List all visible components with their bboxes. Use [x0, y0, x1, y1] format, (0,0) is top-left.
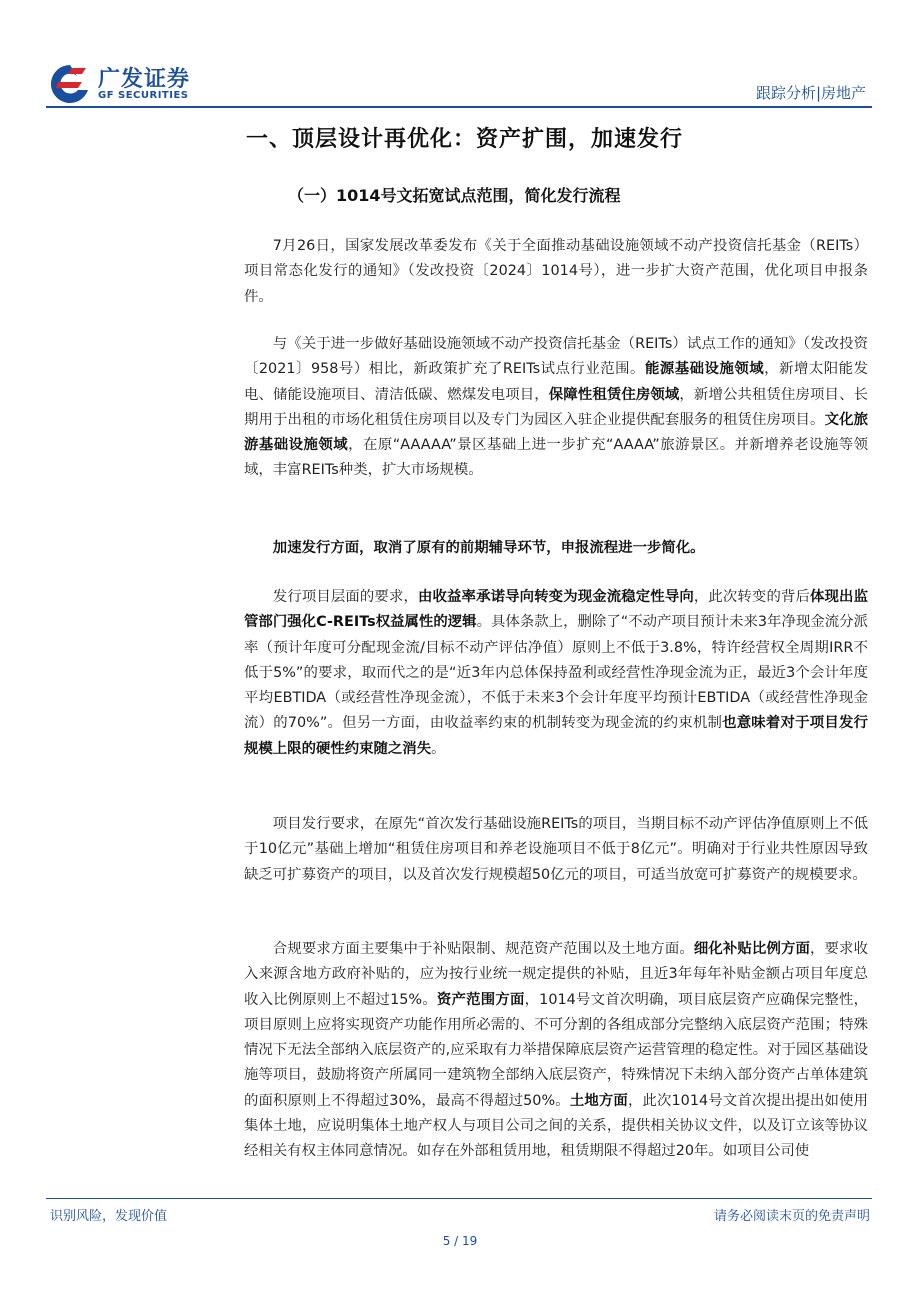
- gf-securities-logo: [48, 62, 198, 106]
- paragraph-4: [244, 585, 868, 762]
- paragraph-6: [244, 937, 868, 1165]
- logo-chinese-name: 广发证券: [98, 67, 191, 92]
- p2-text-2: ，新增太阳能发电、储能设施项目、清洁低碳、燃煤发电项目，: [244, 361, 868, 403]
- header-divider: [46, 106, 872, 108]
- p6-text-3: ，1014号文首次明确，项目底层资产应确保完整性，项目原则上应将实现资产功能作用所必需的、不可分割的各组成部分完整纳入底层资产范围；特殊情况下无法全部纳入底层资产的,应采取有力举措保障底层资产运营管理的稳定性。对于园区基础设施等项目，鼓励将资产所属同一建筑物全部纳入底层资产，特殊情况下未纳入部分资产占单体建筑的面积原则上不得超过30%，最高不得超过50%。: [244, 991, 868, 1109]
- page-header: [0, 0, 920, 112]
- section-title: 一、顶层设计再优化：资产扩围，加速发行: [246, 127, 684, 152]
- p4-bold-regulator: 体现出监管部门强化C-REITs权益属性的逻辑: [244, 589, 868, 631]
- paragraph-5-text: 项目发行要求，在原先“首次发行基础设施REITs的项目，当期目标不动产评估净值原则上不低于10亿元”基础上增加“租赁住房项目和养老设施项目不低于8亿元”。明确对于行业共性原因导致缺乏可扩募资产的项目，以及首次发行规模超50亿元的项目，可适当放宽可扩募资产的规模要求。: [244, 816, 868, 883]
- p2-text-3: ，新增公共租赁住房项目、长期用于出租的市场化租赁住房项目以及专门为园区入驻企业提供配套服务的租赁住房项目。: [244, 386, 868, 428]
- p6-text-2: ，要求收入来源含地方政府补贴的，应为按行业统一规定提供的补贴，且近3年每年补贴金额占项目年度总收入比例原则上不超过15%。: [244, 941, 868, 1008]
- footer-disclaimer-note: 请务必阅读末页的免责声明: [713, 1209, 870, 1224]
- p6-text-4: ，此次1014号文首次提出提出如使用集体土地，应说明集体土地产权人与项目公司之间的关系，提供相关协议文件，以及订立该等协议经相关有权主体同意情况。如存在外部租赁用地，租赁期限不得超过20年。如项目公司使: [244, 1092, 868, 1160]
- p2-text-4: ，在原“AAAAA”景区基础上进一步扩充“AAAA”旅游景区。并新增养老设施等领域，丰富REITs种类，扩大市场规模。: [244, 437, 868, 479]
- p4-text-3: 。具体条款上，删除了“不动产项目预计未来3年净现金流分派率（预计年度可分配现金流/目标不动产评估净值）原则上不低于3.8%，特许经营权全周期IRR不低于5%”的要求，取而代之的是“近3年内总体保持盈利或经营性净现金流为正，最近3个会计年度平均EBTIDA（或经营性净现金流），不低于未来3个会计年度平均预计EBTIDA（或经营性净现金流）的70%”。但另一方面，由收益率约束的机制转变为现金流的约束机制: [244, 614, 868, 732]
- p2-bold-housing: 保障性租赁住房领域: [548, 386, 680, 403]
- page-number: 5 / 19: [442, 1234, 478, 1248]
- p2-bold-tourism: 文化旅游基础设施领域: [244, 411, 868, 454]
- report-type-label: 跟踪分析|房地产: [755, 84, 866, 102]
- paragraph-1: [244, 234, 868, 310]
- logo-mark-icon: [48, 62, 92, 106]
- paragraph-3-text: 加速发行方面，取消了原有的前期辅导环节，申报流程进一步简化。: [272, 540, 705, 556]
- p2-bold-energy: 能源基础设施领域: [644, 361, 765, 378]
- p6-text-1: 合规要求方面主要集中于补贴限制、规范资产范围以及土地方面。: [272, 941, 694, 957]
- p4-bold-cashflow: 由收益率承诺导向转变为现金流稳定性导向: [418, 589, 694, 605]
- section-subtitle: （一）1014号文拓宽试点范围，简化发行流程: [288, 186, 621, 205]
- p4-text-4: 。: [431, 740, 446, 757]
- p4-bold-constraint: 也意味着对于项目发行规模上限的硬性约束随之消失: [244, 715, 868, 757]
- paragraph-2: [244, 332, 868, 484]
- p6-bold-land: 土地方面: [569, 1092, 628, 1109]
- p4-text-1: 发行项目层面的要求，: [272, 589, 418, 605]
- p6-bold-subsidy: 细化补贴比例方面: [693, 941, 811, 957]
- paragraph-5: [244, 812, 868, 888]
- logo-english-name: GF SECURITIES: [98, 90, 189, 101]
- paragraph-3: [244, 536, 868, 561]
- p4-text-2: ，此次转变的背后: [693, 589, 811, 605]
- paragraph-1-text: 7月26日，国家发展改革委发布《关于全面推动基础设施领域不动产投资信托基金（REITs）项目常态化发行的通知》（发改投资〔2024〕1014号），进一步扩大资产范围，优化项目申报条件。: [244, 238, 868, 305]
- p2-text-1: 与《关于进一步做好基础设施领域不动产投资信托基金（REITs）试点工作的通知》（发改投资〔2021〕958号）相比，新政策扩充了REITs试点行业范围。: [244, 336, 868, 378]
- footer-slogan: 识别风险，发现价值: [50, 1209, 168, 1224]
- footer-divider: [46, 1198, 872, 1199]
- p6-bold-asset-scope: 资产范围方面: [436, 991, 525, 1008]
